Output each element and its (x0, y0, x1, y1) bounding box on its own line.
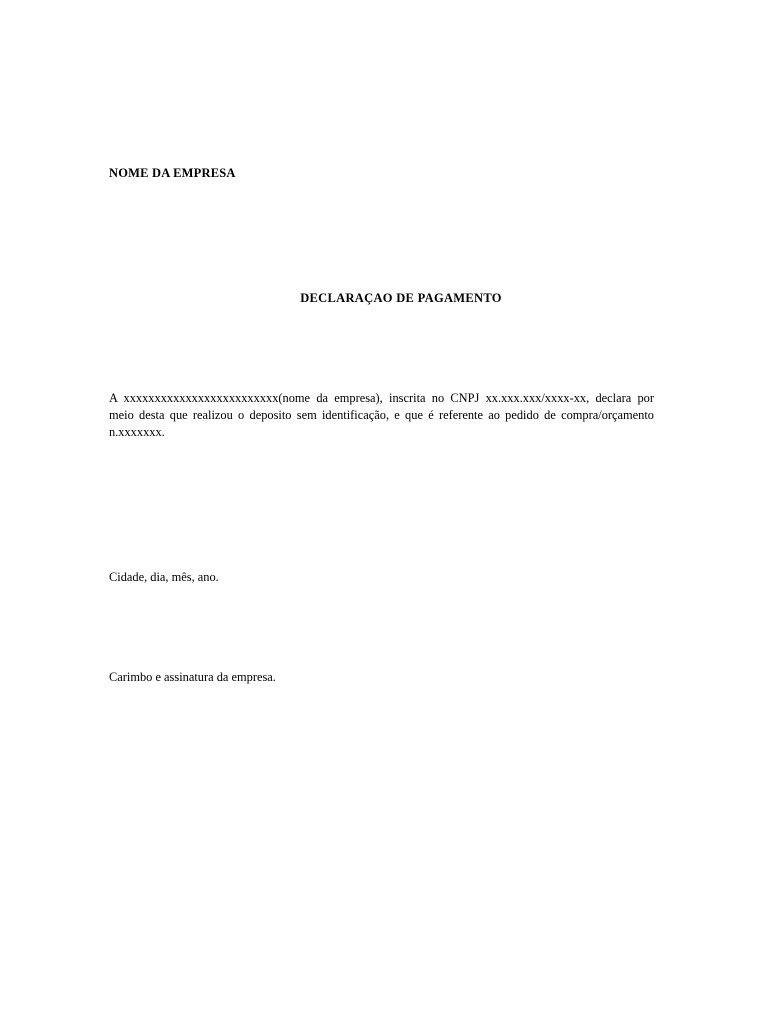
declaration-line-3: n.xxxxxxx. (109, 425, 165, 439)
declaration-paragraph (109, 390, 654, 441)
document-title: DECLARAÇAO DE PAGAMENTO (300, 291, 502, 305)
company-name-heading: NOME DA EMPRESA (109, 166, 236, 180)
declaration-line-1: A xxxxxxxxxxxxxxxxxxxxxxxxx(nome da empresa), inscrita no CNPJ xx.xxx.xxx/xxxx-xx, declara por (109, 391, 654, 405)
date-line: Cidade, dia, mês, ano. (109, 570, 219, 584)
signature-line: Carimbo e assinatura da empresa. (109, 670, 276, 684)
declaration-line-2: meio desta que realizou o deposito sem identificação, e que é referente ao pedido de compra/orçamento (109, 408, 654, 422)
